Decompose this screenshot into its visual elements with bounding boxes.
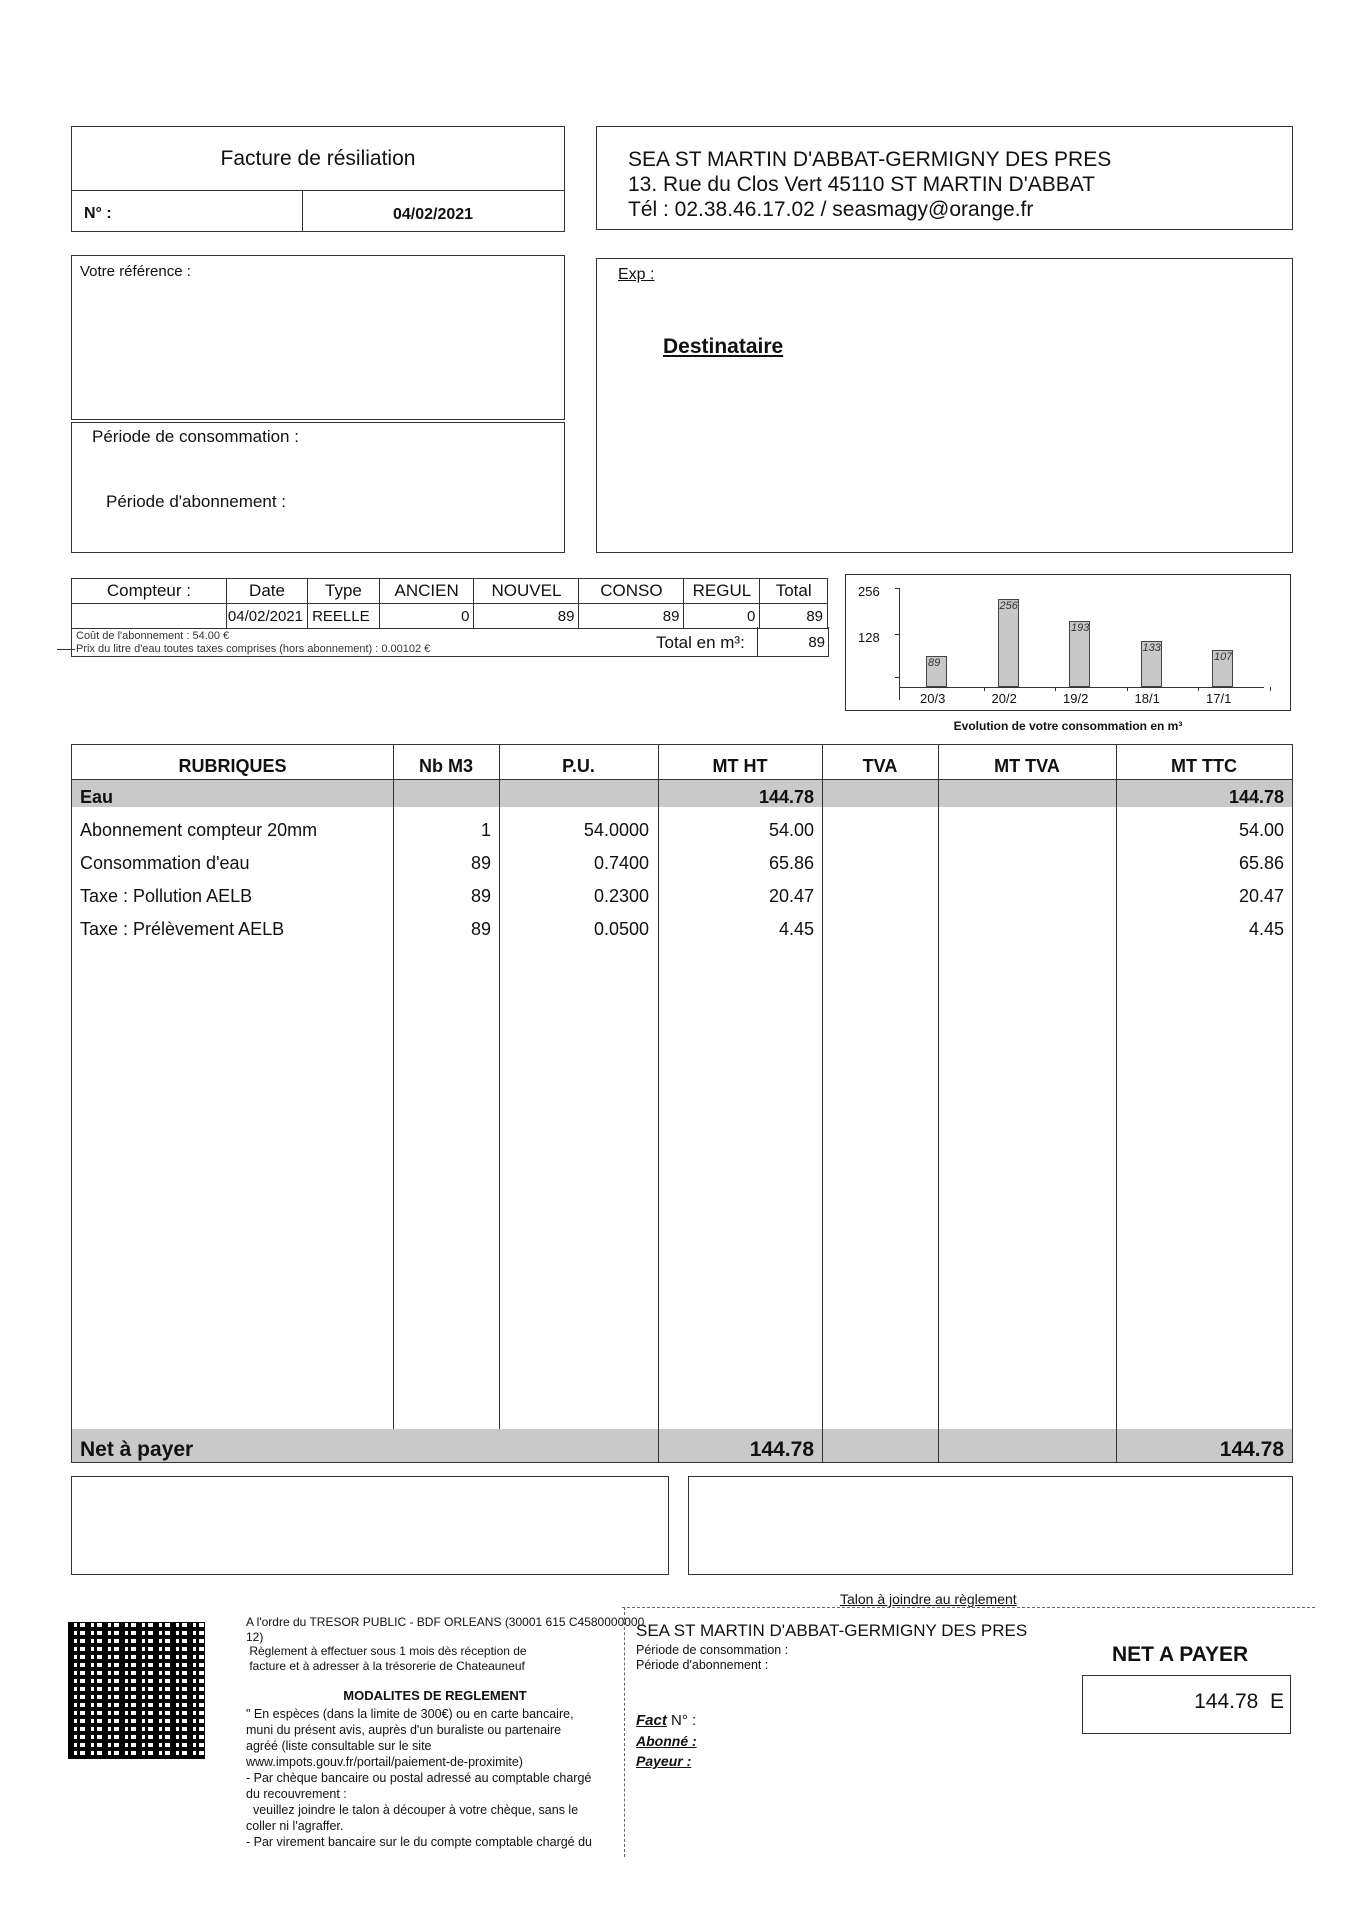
talon-fact-number: N° :	[671, 1712, 697, 1729]
talon-payeur-label: Payeur :	[636, 1753, 692, 1769]
section-eau-mt-ht: 144.78	[758, 787, 814, 807]
row-mt-ht: 20.47	[768, 886, 814, 906]
payment-delay-line1: Règlement à effectuer sous 1 mois dès réception de	[246, 1644, 527, 1658]
message-box-right	[688, 1476, 1293, 1575]
header-tva: TVA	[862, 756, 898, 776]
talon-net-label: NET A PAYER	[1112, 1643, 1249, 1666]
row-label: Abonnement compteur 20mm	[80, 820, 318, 840]
talon-title: Talon à joindre au règlement	[840, 1591, 1017, 1607]
total-m3-value: 89	[808, 634, 825, 651]
chart-bar-value: 256	[999, 600, 1018, 612]
row-mt-ttc: 4.45	[1248, 919, 1284, 939]
chart-x-tick	[1270, 687, 1271, 691]
meter-section	[71, 578, 829, 658]
row-label: Consommation d'eau	[80, 853, 250, 873]
payment-line: du recouvrement :	[246, 1786, 347, 1801]
subscription-period-label: Période d'abonnement :	[106, 492, 286, 511]
rubriques-table	[71, 744, 1293, 1463]
chart-x-tick	[984, 687, 985, 691]
row-mt-ht: 65.86	[768, 853, 814, 873]
row-mt-ttc: 65.86	[1238, 853, 1284, 873]
payment-lines	[246, 1706, 624, 1850]
meter-header-type: Type	[308, 579, 380, 604]
supplier-contact: Tél : 02.38.46.17.02 / seasmagy@orange.fr	[628, 198, 1034, 221]
exp-label: Exp :	[618, 266, 655, 283]
talon-consumption-label: Période de consommation :	[636, 1643, 789, 1657]
payment-delay-line2: facture et à adresser à la trésorerie de Chateauneuf	[246, 1658, 525, 1673]
chart-title: Evolution de votre consommation en m³	[953, 719, 1183, 733]
payment-line: " En espèces (dans la limite de 300€) ou en carte bancaire,	[246, 1706, 574, 1721]
consumption-period-label: Période de consommation :	[92, 427, 299, 446]
net-ttc: 144.78	[1219, 1438, 1284, 1461]
chart-x-tick	[1055, 687, 1056, 691]
row-mt-ht: 4.45	[778, 919, 814, 939]
meter-cell-ancien: 0	[379, 604, 474, 629]
talon-subscription-label: Période d'abonnement :	[636, 1658, 769, 1672]
supplier-address: 13. Rue du Clos Vert 45110 ST MARTIN D'ABBAT	[628, 173, 1095, 196]
row-nb-m3: 89	[470, 886, 491, 906]
meter-header-total: Total	[760, 579, 828, 604]
total-m3-label: Total en m³:	[656, 633, 745, 652]
reference-box	[71, 255, 565, 420]
net-ht: 144.78	[749, 1438, 814, 1461]
recipient-box	[596, 258, 1293, 553]
meter-table	[71, 578, 828, 629]
chart-x-label: 20/2	[991, 691, 1017, 706]
subscription-cost: Coût de l'abonnement : 54.00 €	[76, 630, 230, 642]
talon-supplier-name: SEA ST MARTIN D'ABBAT-GERMIGNY DES PRES	[636, 1621, 1028, 1640]
payment-line: coller ni l'agraffer.	[246, 1818, 344, 1833]
row-nb-m3: 89	[470, 919, 491, 939]
meter-cell-type: REELLE	[308, 604, 380, 629]
chart-x-label: 20/3	[920, 691, 946, 706]
chart-x-label: 19/2	[1063, 691, 1089, 706]
section-eau-mt-ttc: 144.78	[1228, 787, 1284, 807]
modalites-title: MODALITES DE REGLEMENT	[343, 1688, 527, 1703]
datamatrix-code	[68, 1622, 205, 1759]
payment-instructions	[246, 1615, 645, 1850]
row-nb-m3: 89	[470, 853, 491, 873]
row-pu: 0.0500	[593, 919, 649, 939]
header-mt-ht: MT HT	[712, 756, 768, 776]
row-mt-ttc: 54.00	[1238, 820, 1284, 840]
talon-fact-word: Fact	[636, 1712, 667, 1729]
row-label: Taxe : Prélèvement AELB	[80, 919, 285, 939]
meter-header-ancien: ANCIEN	[379, 579, 474, 604]
net-label: Net à payer	[80, 1438, 194, 1461]
talon-abonne-label: Abonné :	[636, 1733, 697, 1749]
period-box	[71, 422, 565, 553]
chart-x-label: 17/1	[1206, 691, 1232, 706]
row-mt-ttc: 20.47	[1238, 886, 1284, 906]
chart-bar-value: 133	[1142, 642, 1161, 655]
meter-cell-regul: 0	[684, 604, 760, 629]
row-nb-m3: 1	[480, 820, 491, 840]
meter-header-nouvel: NOUVEL	[474, 579, 579, 604]
chart-bar-value: 193	[1071, 621, 1090, 634]
consumption-chart	[845, 574, 1291, 711]
chart-bar-20/2	[998, 599, 1019, 687]
invoice-title: Facture de résiliation	[220, 147, 416, 170]
payment-line: muni du présent avis, auprès d'un buraliste ou partenaire	[246, 1722, 562, 1737]
payment-line: - Par virement bancaire sur le du compte comptable chargé du	[246, 1834, 593, 1849]
supplier-name: SEA ST MARTIN D'ABBAT-GERMIGNY DES PRES	[628, 148, 1112, 171]
header-mt-ttc: MT TTC	[1171, 756, 1237, 776]
payment-order-line1: A l'ordre du TRESOR PUBLIC - BDF ORLEANS (30001 615 C4580000000	[246, 1615, 645, 1629]
message-box-left	[71, 1476, 669, 1575]
row-mt-ht: 54.00	[768, 820, 814, 840]
talon-net-value: 144.78 E	[1194, 1690, 1284, 1713]
meter-header-date: Date	[226, 579, 307, 604]
supplier-box	[596, 126, 1293, 230]
header-rubriques: RUBRIQUES	[178, 756, 287, 776]
meter-cell-nouvel: 89	[474, 604, 579, 629]
payment-order-line2: 12)	[246, 1629, 264, 1644]
payment-line: - Par chèque bancaire ou postal adressé au comptable chargé	[246, 1770, 592, 1785]
meter-cell-total: 89	[760, 604, 828, 629]
reference-label: Votre référence :	[80, 263, 191, 280]
talon-net-box	[1082, 1675, 1291, 1734]
meter-cell-conso: 89	[579, 604, 684, 629]
invoice-number-label: N° :	[84, 205, 112, 222]
talon-fact-label	[636, 1712, 696, 1729]
chart-x-tick	[1198, 687, 1199, 691]
chart-x-label: 18/1	[1134, 691, 1160, 706]
payment-line: veuillez joindre le talon à découper à votre chèque, sans le	[246, 1802, 579, 1817]
meter-cell-compteur	[72, 604, 227, 629]
meter-header-conso: CONSO	[579, 579, 684, 604]
chart-bar-value: 107	[1214, 651, 1233, 664]
header-mt-tva: MT TVA	[994, 756, 1060, 776]
row-label: Taxe : Pollution AELB	[80, 886, 253, 906]
y-tick-256: 256	[858, 584, 880, 599]
meter-header-compteur: Compteur :	[72, 579, 227, 604]
recipient-title: Destinataire	[663, 335, 784, 358]
header-nb-m3: Nb M3	[419, 756, 473, 776]
row-pu: 54.0000	[583, 820, 649, 840]
chart-bar-value: 89	[928, 657, 941, 670]
payment-line: agréé (liste consultable sur le site	[246, 1738, 432, 1753]
y-tick-128: 128	[858, 630, 880, 645]
liter-price: Prix du litre d'eau toutes taxes comprises (hors abonnement) : 0.00102 €	[76, 643, 431, 655]
section-eau-label: Eau	[80, 787, 114, 807]
row-pu: 0.2300	[593, 886, 649, 906]
meter-cell-date: 04/02/2021	[226, 604, 307, 629]
row-pu: 0.7400	[593, 853, 649, 873]
invoice-title-box	[71, 126, 565, 232]
chart-x-tick	[1127, 687, 1128, 691]
meter-header-regul: REGUL	[684, 579, 760, 604]
payment-line: www.impots.gouv.fr/portail/paiement-de-proximite)	[246, 1754, 523, 1769]
invoice-date: 04/02/2021	[392, 206, 474, 223]
header-pu: P.U.	[562, 756, 595, 776]
